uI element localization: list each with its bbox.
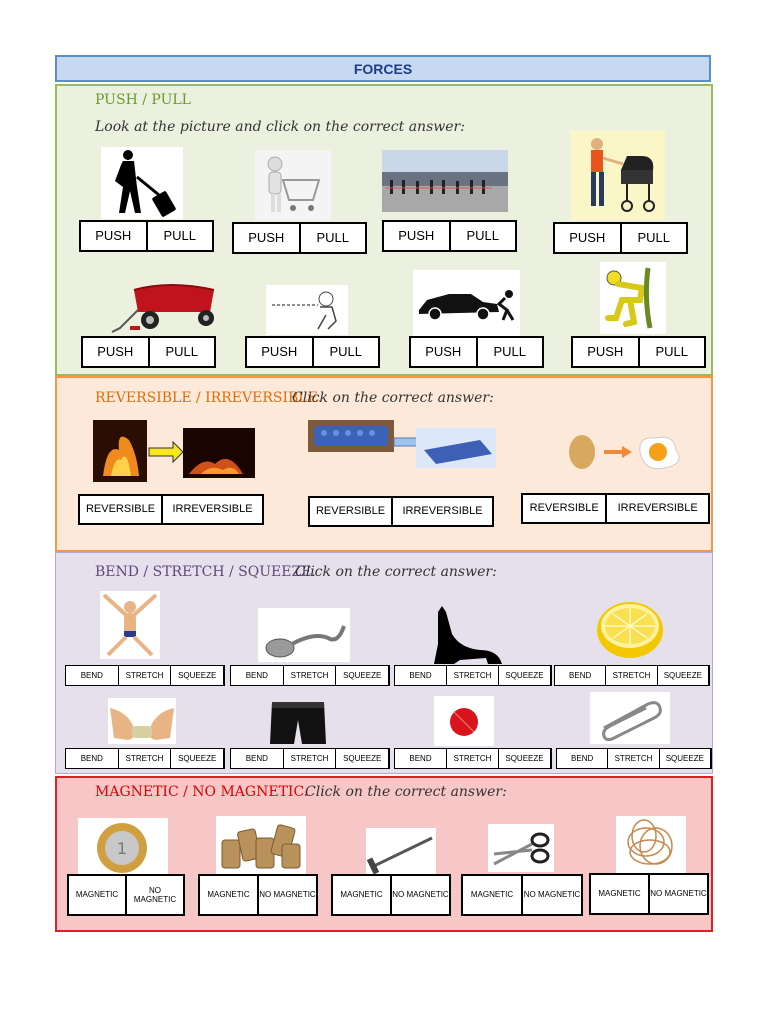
bend-heading: BEND / STRETCH / SQUEEZE. bbox=[95, 564, 316, 580]
push-option[interactable]: PUSH bbox=[384, 222, 451, 250]
irreversible-option[interactable]: IRREVERSIBLE bbox=[172, 503, 253, 516]
squeeze-option[interactable]: SQUEEZE bbox=[171, 666, 224, 685]
red-wagon-icon bbox=[110, 276, 222, 338]
push-option[interactable]: PUSH bbox=[234, 224, 301, 252]
squeeze-option[interactable]: SQUEEZE bbox=[658, 666, 709, 685]
magnetic-answer-5 bbox=[589, 873, 709, 915]
stretch-option[interactable]: STRETCH bbox=[119, 666, 172, 685]
reversible-option[interactable]: REVERSIBLE bbox=[310, 498, 393, 525]
bend-answer-8 bbox=[556, 748, 712, 769]
reversible-answer-2 bbox=[308, 496, 494, 527]
reversible-option[interactable]: REVERSIBLE bbox=[523, 495, 607, 522]
pull-option[interactable]: PULL bbox=[637, 229, 671, 245]
stretch-option[interactable]: STRETCH bbox=[284, 749, 337, 768]
paper-clip-icon bbox=[590, 692, 670, 744]
no-magnetic-option[interactable]: NO MAGNETIC bbox=[523, 890, 581, 900]
svg-text:1: 1 bbox=[116, 839, 128, 858]
stretch-option[interactable]: STRETCH bbox=[608, 749, 659, 768]
bend-option[interactable]: BEND bbox=[231, 666, 284, 685]
bend-option[interactable]: BEND bbox=[66, 666, 119, 685]
pull-option[interactable]: PULL bbox=[163, 227, 197, 243]
stretch-option[interactable]: STRETCH bbox=[606, 666, 657, 685]
black-shorts-icon bbox=[268, 698, 328, 748]
no-magnetic-option[interactable]: NO MAGNETIC bbox=[133, 885, 177, 904]
squeezing-hands-icon bbox=[108, 698, 176, 744]
irreversible-option[interactable]: IRREVERSIBLE bbox=[402, 505, 483, 518]
nail-icon bbox=[366, 828, 436, 876]
cartoon-pulling-rope-icon bbox=[266, 285, 348, 335]
pull-option[interactable]: PULL bbox=[466, 227, 500, 243]
person-pushing-car-icon bbox=[413, 270, 520, 336]
magnetic-answer-3 bbox=[331, 874, 451, 916]
bend-option[interactable]: BEND bbox=[395, 749, 447, 768]
magnetic-answer-1 bbox=[67, 874, 185, 916]
stretching-cat-icon bbox=[430, 604, 506, 666]
push-pull-answer-3 bbox=[382, 220, 517, 252]
bend-answer-7 bbox=[394, 748, 552, 769]
bend-option[interactable]: BEND bbox=[66, 749, 119, 768]
scissors-icon bbox=[488, 824, 554, 872]
push-pull-instruction: Look at the picture and click on the correct answer: bbox=[95, 119, 465, 135]
irreversible-option[interactable]: IRREVERSIBLE bbox=[617, 502, 698, 515]
squeeze-option[interactable]: SQUEEZE bbox=[336, 749, 389, 768]
pull-option[interactable]: PULL bbox=[329, 343, 363, 359]
egg-to-fried-egg-icon bbox=[566, 430, 688, 474]
person-pulling-suitcase-icon bbox=[101, 147, 183, 219]
man-pushing-pram-icon bbox=[571, 130, 665, 220]
push-option[interactable]: PUSH bbox=[555, 224, 622, 252]
magnetic-option[interactable]: MAGNETIC bbox=[463, 876, 523, 914]
stretch-option[interactable]: STRETCH bbox=[119, 749, 172, 768]
bend-option[interactable]: BEND bbox=[395, 666, 447, 685]
bent-spoon-icon bbox=[258, 608, 350, 662]
euro-coin-icon bbox=[78, 818, 168, 876]
squeeze-option[interactable]: SQUEEZE bbox=[336, 666, 389, 685]
push-pull-answer-6 bbox=[245, 336, 380, 368]
push-option[interactable]: PUSH bbox=[573, 338, 640, 366]
squeeze-option[interactable]: SQUEEZE bbox=[660, 749, 711, 768]
push-pull-heading: PUSH / PULL bbox=[95, 92, 191, 108]
push-option[interactable]: PUSH bbox=[247, 338, 314, 366]
push-option[interactable]: PUSH bbox=[81, 222, 148, 250]
reversible-heading: REVERSIBLE / IRREVERSIBLE. bbox=[95, 390, 323, 406]
push-pull-answer-7 bbox=[409, 336, 544, 368]
tug-of-war-crowd-icon bbox=[382, 150, 508, 212]
rubber-bands-icon bbox=[616, 816, 686, 874]
stretch-option[interactable]: STRETCH bbox=[447, 749, 499, 768]
figure-pushing-wall-icon bbox=[600, 262, 666, 334]
bend-answer-4 bbox=[554, 665, 710, 686]
bend-option[interactable]: BEND bbox=[557, 749, 608, 768]
page-title: FORCES bbox=[55, 55, 711, 82]
halved-lemon-icon bbox=[595, 598, 665, 660]
bend-answer-5 bbox=[65, 748, 225, 769]
pull-option[interactable]: PULL bbox=[316, 229, 350, 245]
magnetic-instruction: Click on the correct answer: bbox=[305, 784, 507, 800]
no-magnetic-option[interactable]: NO MAGNETIC bbox=[392, 890, 449, 900]
magnetic-answer-2 bbox=[198, 874, 318, 916]
magnetic-heading: MAGNETIC / NO MAGNETIC. bbox=[95, 784, 309, 800]
bend-answer-2 bbox=[230, 665, 390, 686]
reversible-answer-3 bbox=[521, 493, 710, 524]
figure-pushing-cart-icon bbox=[255, 150, 331, 220]
magnetic-option[interactable]: MAGNETIC bbox=[591, 875, 650, 913]
reversible-instruction: Click on the correct answer: bbox=[292, 390, 494, 406]
bend-answer-3 bbox=[394, 665, 552, 686]
stretch-option[interactable]: STRETCH bbox=[284, 666, 337, 685]
bend-option[interactable]: BEND bbox=[555, 666, 606, 685]
no-magnetic-option[interactable]: NO MAGNETIC bbox=[650, 889, 707, 899]
squeeze-option[interactable]: SQUEEZE bbox=[499, 749, 551, 768]
magnetic-option[interactable]: MAGNETIC bbox=[333, 876, 392, 914]
push-pull-answer-2 bbox=[232, 222, 367, 254]
magnetic-option[interactable]: MAGNETIC bbox=[200, 876, 259, 914]
no-magnetic-option[interactable]: NO MAGNETIC bbox=[259, 890, 316, 900]
bend-answer-1 bbox=[65, 665, 225, 686]
bend-instruction: Click on the correct answer: bbox=[295, 564, 497, 580]
push-option[interactable]: PUSH bbox=[411, 338, 478, 366]
reversible-option[interactable]: REVERSIBLE bbox=[80, 496, 163, 523]
pull-option[interactable]: PULL bbox=[493, 343, 527, 359]
stretch-option[interactable]: STRETCH bbox=[447, 666, 499, 685]
wine-corks-icon bbox=[216, 816, 306, 874]
red-ball-icon bbox=[434, 696, 494, 746]
push-pull-answer-4 bbox=[553, 222, 688, 254]
push-pull-answer-1 bbox=[79, 220, 214, 252]
squeeze-option[interactable]: SQUEEZE bbox=[171, 749, 224, 768]
stretchy-toy-figure-icon bbox=[100, 591, 160, 659]
push-pull-answer-8 bbox=[571, 336, 706, 368]
magnetic-option[interactable]: MAGNETIC bbox=[69, 876, 127, 914]
squeeze-option[interactable]: SQUEEZE bbox=[499, 666, 551, 685]
pull-option[interactable]: PULL bbox=[655, 343, 689, 359]
push-pull-answer-5 bbox=[81, 336, 216, 368]
fire-to-embers-icon bbox=[93, 420, 255, 482]
water-to-ice-tray-icon bbox=[308, 420, 496, 470]
pull-option[interactable]: PULL bbox=[165, 343, 199, 359]
bend-answer-6 bbox=[230, 748, 390, 769]
push-option[interactable]: PUSH bbox=[83, 338, 150, 366]
magnetic-answer-4 bbox=[461, 874, 583, 916]
reversible-answer-1 bbox=[78, 494, 264, 525]
bend-option[interactable]: BEND bbox=[231, 749, 284, 768]
